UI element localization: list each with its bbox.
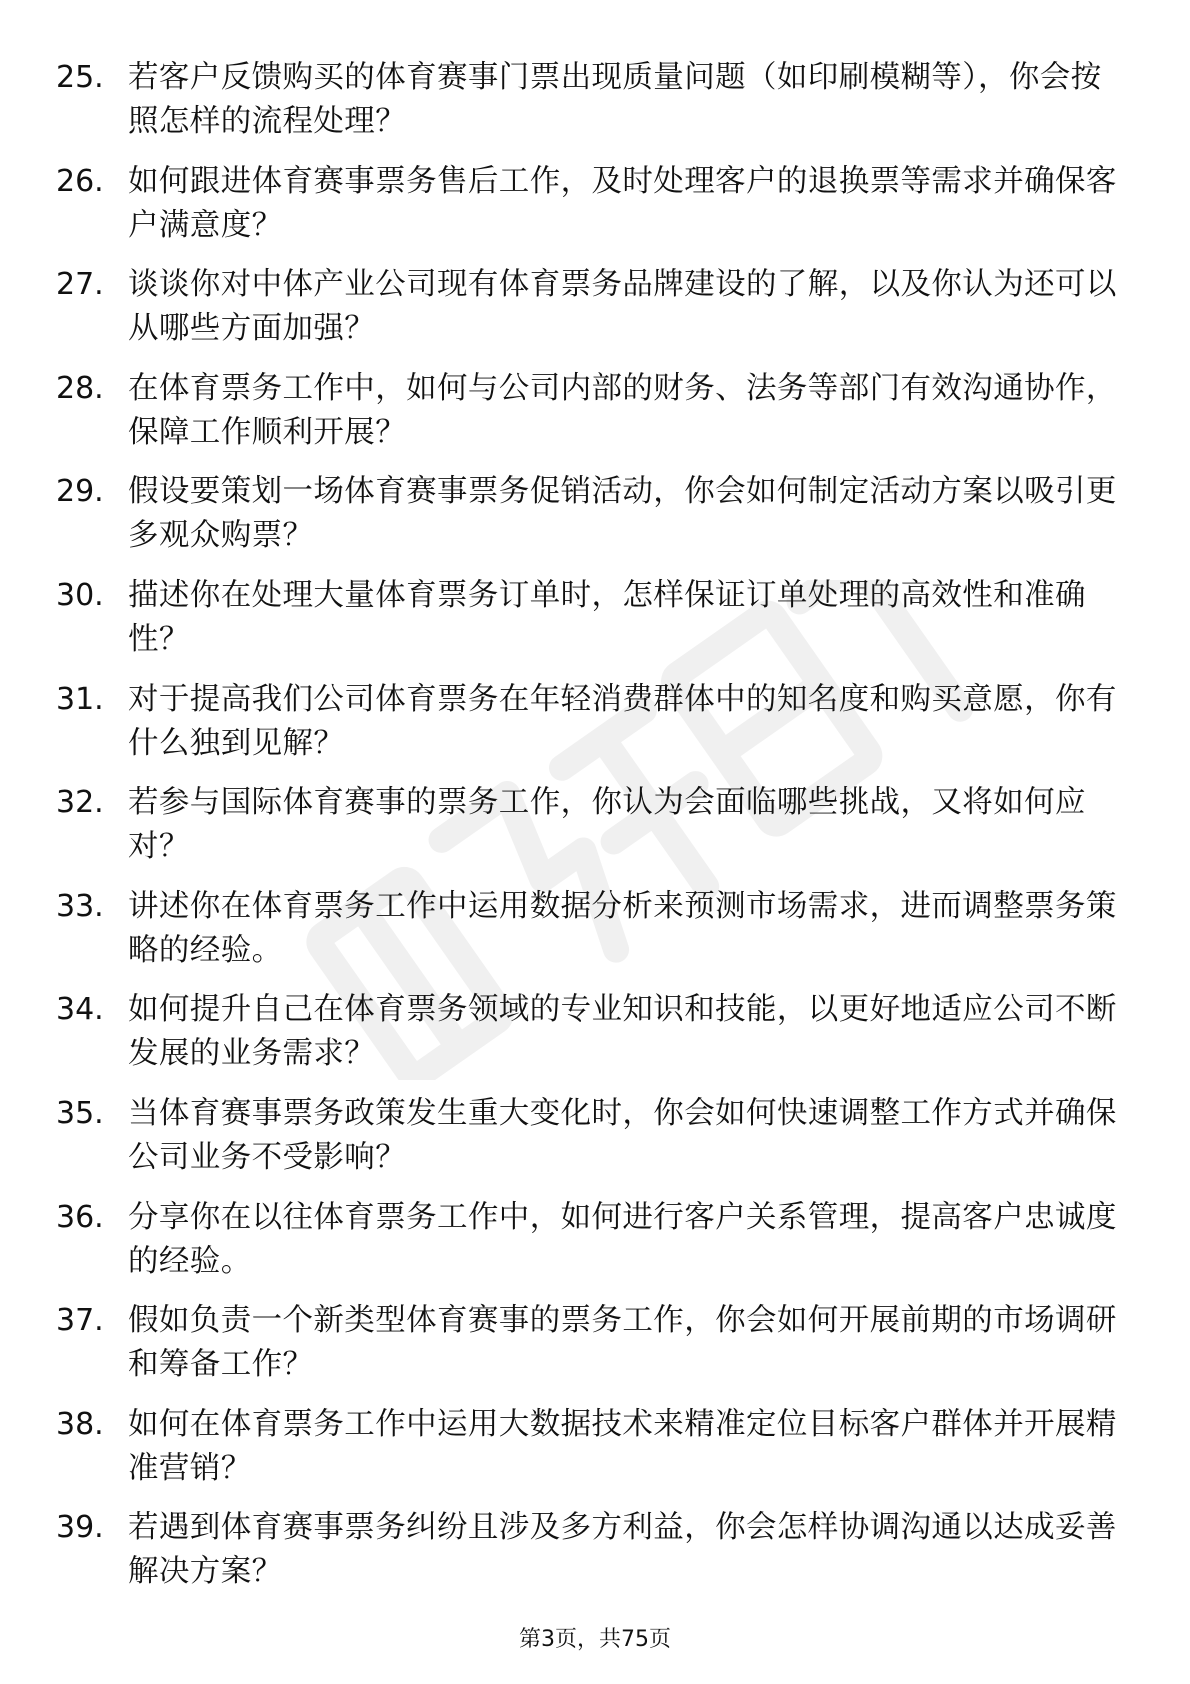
list-item [0, 570, 1190, 674]
question-text: 在体育票务工作中，如何与公司内部的财务、法务等部门有效沟通协作，保障工作顺利开展？ [128, 370, 1117, 450]
question-number: 34. [56, 992, 104, 1028]
question-number: 28. [56, 370, 104, 406]
list-item [0, 1295, 1190, 1399]
question-text: 假设要策划一场体育赛事票务促销活动，你会如何制定活动方案以吸引更多观众购票？ [128, 474, 1117, 554]
list-item [0, 1088, 1190, 1192]
question-text: 若参与国际体育赛事的票务工作，你认为会面临哪些挑战，又将如何应对？ [128, 785, 1086, 865]
question-list [0, 52, 1190, 1606]
list-item [0, 466, 1190, 570]
list-item [0, 52, 1190, 156]
question-number: 39. [56, 1510, 104, 1546]
list-item [0, 363, 1190, 467]
question-text: 若客户反馈购买的体育赛事门票出现质量问题（如印刷模糊等），你会按照怎样的流程处理？ [128, 60, 1102, 139]
question-text: 讲述你在体育票务工作中运用数据分析来预测市场需求，进而调整票务策略的经验。 [128, 888, 1117, 968]
question-text: 对于提高我们公司体育票务在年轻消费群体中的知名度和购买意愿，你有什么独到见解？ [128, 681, 1117, 761]
question-text: 若遇到体育赛事票务纠纷且涉及多方利益，你会怎样协调沟通以达成妥善解决方案？ [128, 1510, 1117, 1590]
question-text: 假如负责一个新类型体育赛事的票务工作，你会如何开展前期的市场调研和筹备工作？ [128, 1303, 1117, 1383]
question-number: 35. [56, 1095, 104, 1131]
question-text: 描述你在处理大量体育票务订单时，怎样保证订单处理的高效性和准确性？ [128, 577, 1086, 657]
question-number: 26. [56, 163, 104, 199]
list-item [0, 881, 1190, 985]
question-number: 36. [56, 1199, 104, 1235]
question-text: 如何在体育票务工作中运用大数据技术来精准定位目标客户群体并开展精准营销？ [128, 1406, 1117, 1486]
list-item [0, 674, 1190, 778]
question-number: 27. [56, 267, 104, 303]
question-text: 当体育赛事票务政策发生重大变化时，你会如何快速调整工作方式并确保公司业务不受影响？ [128, 1095, 1117, 1175]
list-item [0, 1502, 1190, 1606]
question-number: 37. [56, 1303, 104, 1339]
list-item [0, 984, 1190, 1088]
question-number: 38. [56, 1406, 104, 1442]
question-text: 谈谈你对中体产业公司现有体育票务品牌建设的了解，以及你认为还可以从哪些方面加强？ [128, 267, 1117, 347]
list-item [0, 259, 1190, 363]
list-item [0, 777, 1190, 881]
question-number: 32. [56, 785, 104, 821]
question-text: 如何跟进体育赛事票务售后工作，及时处理客户的退换票等需求并确保客户满意度？ [128, 163, 1117, 243]
list-item [0, 1399, 1190, 1503]
list-item [0, 1192, 1190, 1296]
question-text: 分享你在以往体育票务工作中，如何进行客户关系管理，提高客户忠诚度的经验。 [128, 1199, 1117, 1279]
page-footer [0, 1625, 1190, 1655]
question-number: 30. [56, 577, 104, 613]
question-number: 33. [56, 888, 104, 924]
question-number: 29. [56, 474, 104, 510]
question-number: 31. [56, 681, 104, 717]
list-item [0, 156, 1190, 260]
page-number-label: 第3页，共75页 [519, 1627, 671, 1652]
question-number: 25. [56, 60, 104, 95]
question-text: 如何提升自己在体育票务领域的专业知识和技能，以更好地适应公司不断发展的业务需求？ [128, 992, 1117, 1072]
